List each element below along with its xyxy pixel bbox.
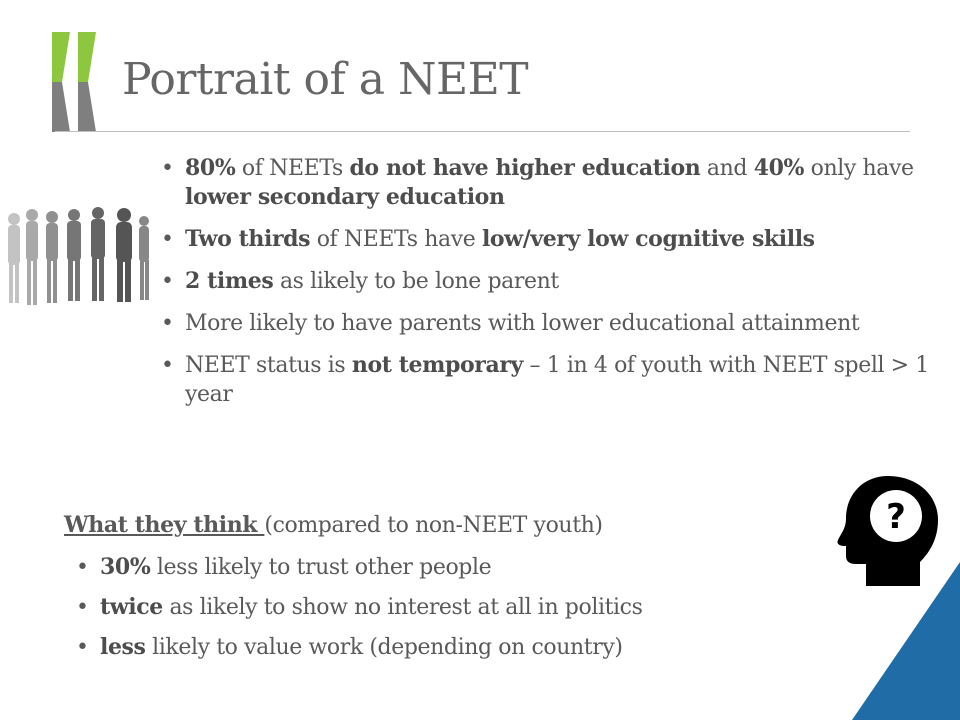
bullet-dot: •	[161, 156, 174, 181]
bullet-dot: •	[161, 227, 174, 252]
oecd-chevrons-logo	[48, 32, 104, 132]
section-heading-underlined: What they think	[64, 512, 265, 538]
bullet-item	[161, 154, 930, 212]
head-question-icon	[836, 470, 940, 590]
bullet-text-run: 40%	[753, 155, 805, 181]
bullet-text-run: lower secondary education	[185, 184, 505, 210]
bullet-text-run: 2 times	[185, 268, 274, 294]
bottom-bullet-list	[76, 553, 800, 673]
bullet-text-run: less	[100, 634, 146, 660]
bullet-item	[161, 267, 930, 296]
people-silhouettes-icon	[2, 205, 152, 315]
bullet-text-run: Two thirds	[185, 226, 311, 252]
bullet-text-run: not temporary	[351, 352, 523, 378]
bullet-item	[76, 553, 800, 582]
bullet-item	[76, 633, 800, 662]
bullet-text-run: as likely to be lone parent	[273, 269, 559, 294]
bullet-item	[161, 351, 930, 409]
bullet-text-run: of NEETs	[235, 156, 350, 181]
bullet-dot: •	[76, 555, 89, 580]
bullet-dot: •	[161, 311, 174, 336]
section-heading-suffix: (compared to non-NEET youth)	[264, 513, 603, 538]
bullet-text-run: NEET status is	[185, 353, 352, 378]
top-bullet-list	[161, 154, 930, 422]
bullet-text-run: likely to value work (depending on country)	[145, 635, 623, 660]
bullet-item	[76, 593, 800, 622]
bullet-item	[161, 225, 930, 254]
page-title: Portrait of a NEET	[122, 54, 529, 105]
bullet-text-run: More likely to have parents with lower educational attainment	[185, 311, 860, 336]
title-divider	[55, 131, 910, 132]
bullet-dot: •	[76, 635, 89, 660]
bullet-text-run: as likely to show no interest at all in politics	[162, 595, 643, 620]
bullet-dot: •	[76, 595, 89, 620]
bullet-text-run: only have	[804, 156, 914, 181]
bullet-text-run: less likely to trust other people	[150, 555, 492, 580]
bullet-dot: •	[161, 269, 174, 294]
bullet-text-run: 30%	[100, 554, 151, 580]
section-heading	[64, 511, 603, 540]
bullet-text-run: do not have higher education	[349, 155, 701, 181]
bullet-text-run: and	[700, 156, 754, 181]
bullet-text-run: 80%	[185, 155, 236, 181]
bullet-text-run: of NEETs have	[310, 227, 482, 252]
bullet-text-run: twice	[100, 594, 163, 620]
bullet-text-run: – 1 in 4 of youth with NEET spell > 1 year	[185, 353, 929, 407]
svg-text:?: ?	[886, 497, 906, 537]
bullet-text-run: low/very low cognitive skills	[481, 226, 815, 252]
bullet-dot: •	[161, 353, 174, 378]
bullet-item	[161, 309, 930, 338]
